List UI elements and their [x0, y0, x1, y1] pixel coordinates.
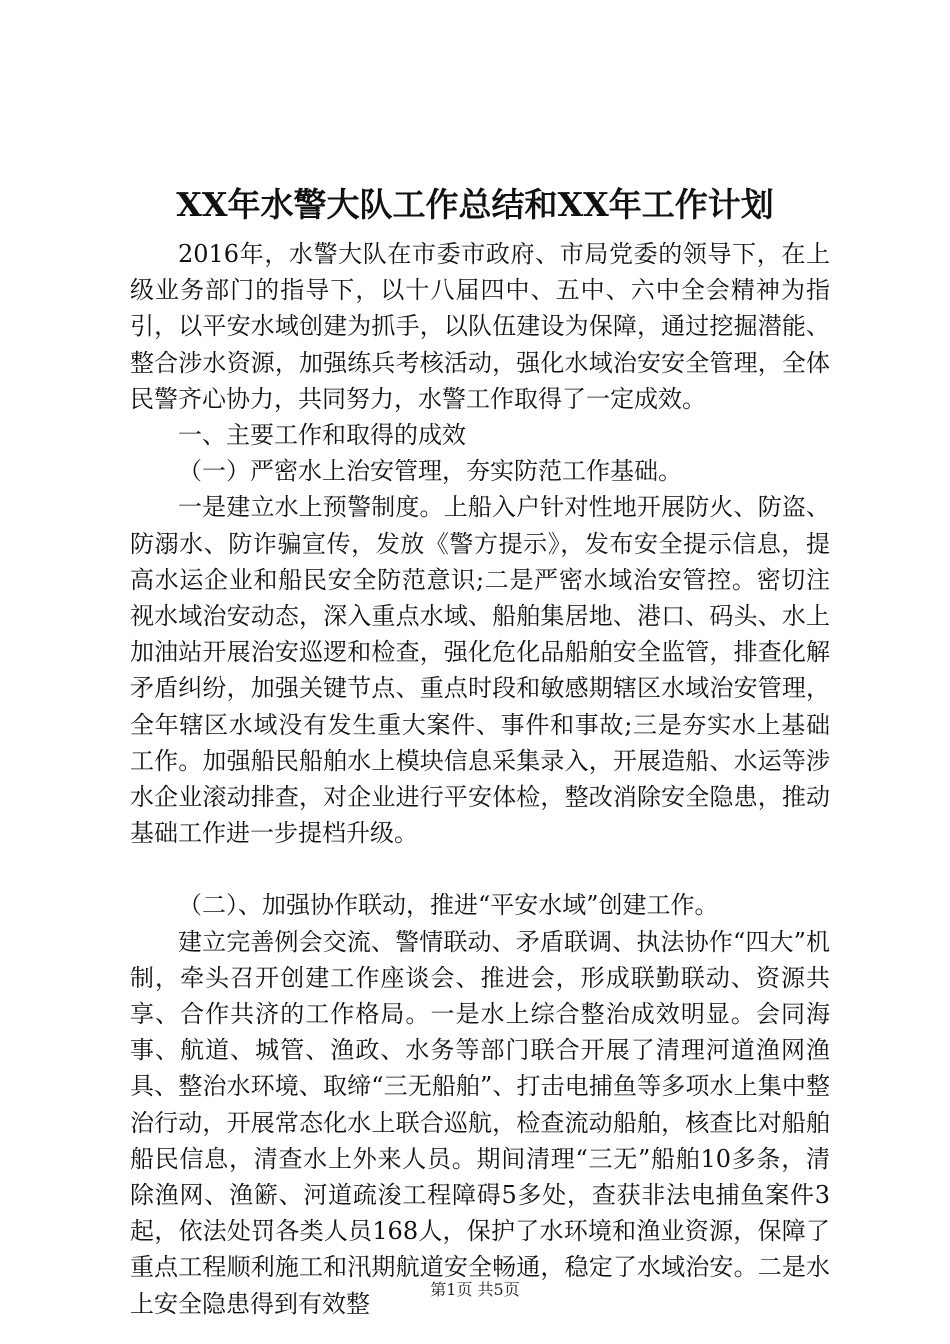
paragraph-security-management: 一是建立水上预警制度。上船入户针对性地开展防火、防盗、防溺水、防诈骗宣传，发放《警方提示》，发布安全提示信息，提高水运企业和船民安全防范意识;二是严密水域治安管控。密切注视水域治安动态，深入重点水域、船舶集居地、港口、码头、水上加油站开展治安巡逻和检查，强化危化品船舶安全监管，排查化解矛盾纠纷，加强关键节点、重点时段和敏感期辖区水域治安管理，全年辖区水域没有发生重大案件、事件和事故;三是夯实水上基础工作。加强船民船舶水上模块信息采集录入，开展造船、水运等涉水企业滚动排查，对企业进行平安体检，整改消除安全隐患，推动基础工作进一步提档升级。 — [130, 493, 830, 848]
subsection-heading-2: （二）、加强协作联动，推进“平安水域”创建工作。 — [178, 891, 719, 920]
subsection-heading-1: （一）严密水上治安管理，夯实防范工作基础。 — [178, 457, 682, 486]
document-body — [130, 236, 830, 1322]
page-number-footer: 第1页 共5页 — [430, 1280, 520, 1299]
paragraph-intro: 2016年，水警大队在市委市政府、市局党委的领导下，在上级业务部门的指导下，以十八届四中、五中、六中全会精神为指引，以平安水域创建为抓手，以队伍建设为保障，通过挖掘潜能、整合涉水资源，加强练兵考核活动，强化水域治安安全管理，全体民警齐心协力，共同努力，水警工作取得了一定成效。 — [130, 240, 830, 413]
section-heading-main-work: 一、主要工作和取得的成效 — [178, 421, 466, 450]
paragraph-cooperation: 建立完善例会交流、警情联动、矛盾联调、执法协作“四大”机制，牵头召开创建工作座谈会、推进会，形成联勤联动、资源共享、合作共济的工作格局。一是水上综合整治成效明显。会同海事、航道、城管、渔政、水务等部门联合开展了清理河道渔网渔具、整治水环境、取缔“三无船舶”、打击电捕鱼等多项水上集中整治行动，开展常态化水上联合巡航，检查流动船舶，核查比对船舶船民信息，清查水上外来人员。期间清理“三无”船舶10多条，清除渔网、渔簖、河道疏浚工程障碍5多处，查获非法电捕鱼案件3起，依法处罚各类人员168人，保护了水环境和渔业资源，保障了重点工程顺利施工和汛期航道安全畅通，稳定了水域治安。二是水上安全隐患得到有效整 — [130, 927, 830, 1318]
document-title: XX年水警大队工作总结和XX年工作计划 — [176, 185, 774, 224]
